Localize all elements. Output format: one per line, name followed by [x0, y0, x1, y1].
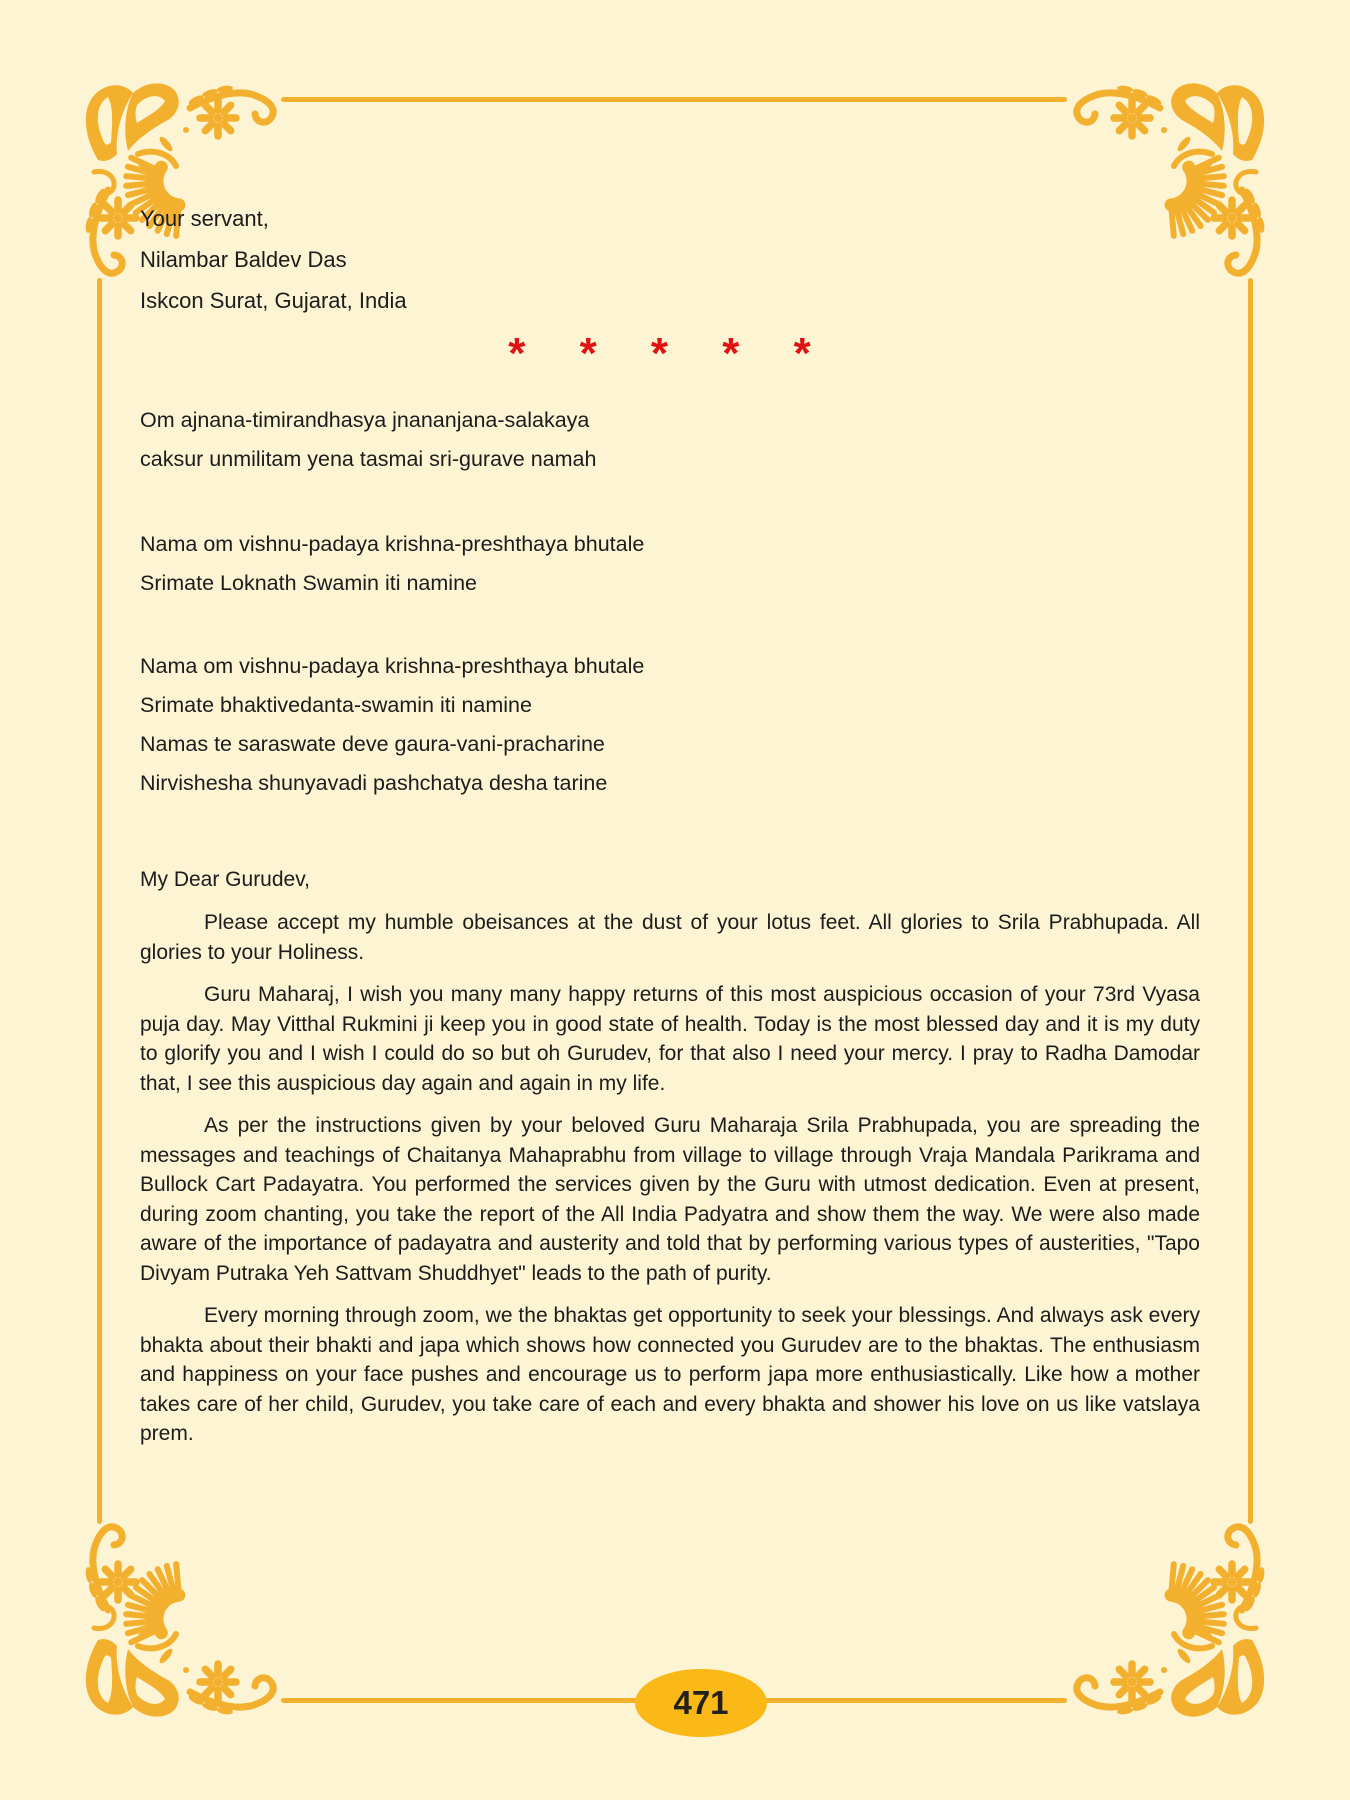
verse-line: Nirvishesha shunyavadi pashchatya desha tarine [140, 771, 608, 795]
section-separator-stars: * * * * * [508, 329, 832, 378]
letter-paragraph: Guru Maharaj, I wish you many many happy returns of this most auspicious occasion of your 73rd Vyasa puja day. May Vitthal Rukmini ji keep you in good state of health. Today is the most blessed day and it is my duty to glorify you and I wish I could do so but oh Gurudev, for that also I need your mercy. I pray to Radha Damodar that, I see this auspicious day again and again in my life. [140, 983, 1200, 1095]
verse-line: Om ajnana-timirandhasya jnananjana-salakaya [140, 408, 590, 432]
salutation: My Dear Gurudev, [140, 868, 310, 891]
verse-line: Nama om vishnu-padaya krishna-preshthaya bhutale [140, 532, 645, 556]
border-right-line [1248, 278, 1253, 1524]
verse-line: Srimate Loknath Swamin iti namine [140, 571, 477, 595]
letter-content [140, 198, 1200, 1449]
corner-flourish-bottom-left-icon [78, 1517, 283, 1722]
page-number-badge [635, 1669, 767, 1737]
verse-line: caksur unmilitam yena tasmai sri-gurave namah [140, 447, 597, 471]
verse-line: Namas te saraswate deve gaura-vani-pracharine [140, 732, 605, 756]
border-left-line [97, 278, 102, 1524]
invocation-verse-1 [140, 401, 1200, 479]
verse-line: Srimate bhaktivedanta-swamin iti namine [140, 693, 532, 717]
invocation-verse-2 [140, 525, 1200, 603]
corner-flourish-bottom-right-icon [1067, 1517, 1272, 1722]
signature-line: Your servant, [140, 206, 269, 231]
verse-line: Nama om vishnu-padaya krishna-preshthaya bhutale [140, 654, 645, 678]
letter-paragraph: As per the instructions given by your beloved Guru Maharaja Srila Prabhupada, you are spreading the messages and teachings of Chaitanya Mahaprabhu from village to village through Vraja Mandala Parikrama and Bullock Cart Padayatra. You performed the services given by the Guru with utmost dedication. Even at present, during zoom chanting, you take the report of the All India Padyatra and show them the way. We were also made aware of the importance of padayatra and austerity and told that by performing various types of austerities, "Tapo Divyam Putraka Yeh Sattvam Shuddhyet" leads to the path of purity. [140, 1114, 1200, 1285]
page-number: 471 [673, 1684, 729, 1721]
signature-block [140, 198, 1200, 321]
signature-place: Iskcon Surat, Gujarat, India [140, 288, 407, 313]
letter-paragraph: Please accept my humble obeisances at the dust of your lotus feet. All glories to Srila Prabhupada. All glories to your Holiness. [140, 911, 1200, 964]
border-top-line [281, 97, 1067, 102]
letter-paragraph: Every morning through zoom, we the bhaktas get opportunity to seek your blessings. And always ask every bhakta about their bhakti and japa which shows how connected you Gurudev are to the bhaktas. The enthusiasm and happiness on your face pushes and encourage us to perform japa more enthusiastically. Like how a mother takes care of her child, Gurudev, you take care of each and every bhakta and shower his love on us like vatslaya prem. [140, 1304, 1200, 1445]
invocation-verse-3 [140, 647, 1200, 803]
signature-name: Nilambar Baldev Das [140, 247, 347, 272]
